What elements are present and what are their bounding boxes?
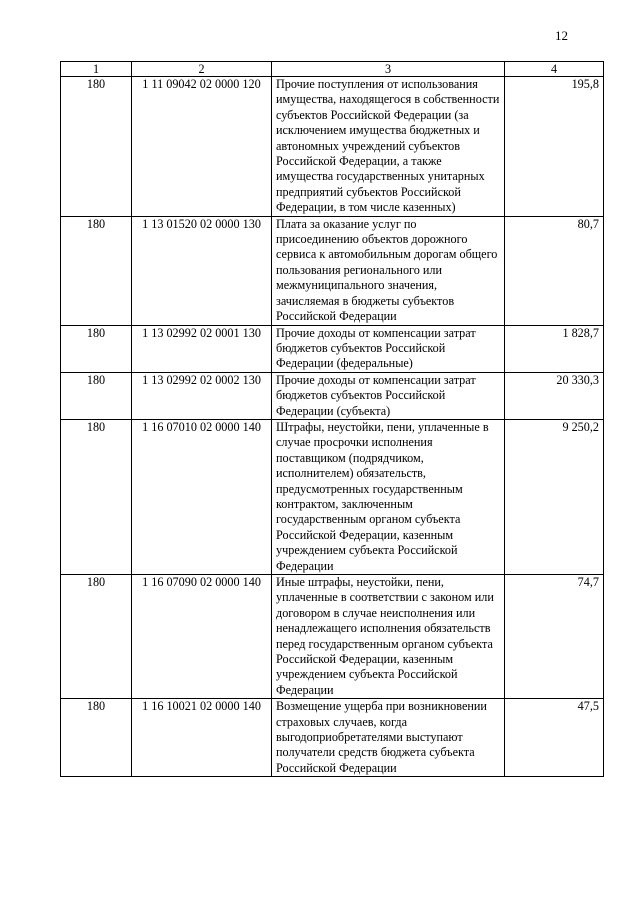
table-row [61, 77, 604, 217]
revenue-name-cell: Возмещение ущерба при возникновении страховых случаев, когда выгодоприобретателями выступают получатели средств бюджета субъекта Российской Федерации [272, 699, 505, 777]
revenue-name-cell: Прочие поступления от использования имущества, находящегося в собственности субъектов Российской Федерации (за исключением имущества бюджетных и автономных учреждений субъектов Российской Федерации, а также имущества государственных унитарных предприятий субъектов Российской Федерации, в том числе казенных) [272, 77, 505, 217]
revenue-table [60, 61, 604, 777]
page-number: 12 [555, 28, 568, 43]
table-row [61, 372, 604, 419]
revenue-code-cell: 1 13 02992 02 0001 130 [132, 325, 272, 372]
amount-cell: 1 828,7 [505, 325, 604, 372]
revenue-name-cell: Иные штрафы, неустойки, пени, уплаченные в соответствии с законом или договором в случае неисполнения или ненадлежащего исполнения обязательств перед государственным органом субъекта Российской Федерации, казенным учреждением субъекта Российской Федерации [272, 575, 505, 699]
table-row [61, 699, 604, 777]
revenue-code-cell: 1 16 10021 02 0000 140 [132, 699, 272, 777]
amount-cell: 80,7 [505, 216, 604, 325]
column-header-3: 3 [272, 62, 505, 77]
column-header-2: 2 [132, 62, 272, 77]
revenue-code-cell: 1 13 01520 02 0000 130 [132, 216, 272, 325]
amount-cell: 9 250,2 [505, 419, 604, 574]
admin-code-cell: 180 [61, 77, 132, 217]
admin-code-cell: 180 [61, 216, 132, 325]
admin-code-cell: 180 [61, 699, 132, 777]
revenue-code-cell: 1 16 07010 02 0000 140 [132, 419, 272, 574]
revenue-code-cell: 1 16 07090 02 0000 140 [132, 575, 272, 699]
revenue-name-cell: Прочие доходы от компенсации затрат бюджетов субъектов Российской Федерации (субъекта) [272, 372, 505, 419]
amount-cell: 195,8 [505, 77, 604, 217]
admin-code-cell: 180 [61, 372, 132, 419]
column-header-4: 4 [505, 62, 604, 77]
table-row [61, 419, 604, 574]
revenue-name-cell: Прочие доходы от компенсации затрат бюджетов субъектов Российской Федерации (федеральные) [272, 325, 505, 372]
table-row [61, 325, 604, 372]
revenue-name-cell: Штрафы, неустойки, пени, уплаченные в случае просрочки исполнения поставщиком (подрядчиком, исполнителем) обязательств, предусмотренных государственным контрактом, заключенным государственным органом субъекта Российской Федерации, казенным учреждением субъекта Российской Федерации [272, 419, 505, 574]
amount-cell: 47,5 [505, 699, 604, 777]
amount-cell: 20 330,3 [505, 372, 604, 419]
revenue-code-cell: 1 11 09042 02 0000 120 [132, 77, 272, 217]
amount-cell: 74,7 [505, 575, 604, 699]
table-row [61, 575, 604, 699]
admin-code-cell: 180 [61, 419, 132, 574]
column-header-1: 1 [61, 62, 132, 77]
revenue-name-cell: Плата за оказание услуг по присоединению объектов дорожного сервиса к автомобильным дорогам общего пользования регионального или межмуниципального значения, зачисляемая в бюджеты субъектов Российской Федерации [272, 216, 505, 325]
table-row [61, 216, 604, 325]
revenue-code-cell: 1 13 02992 02 0002 130 [132, 372, 272, 419]
admin-code-cell: 180 [61, 575, 132, 699]
table-header-row [61, 62, 604, 77]
admin-code-cell: 180 [61, 325, 132, 372]
